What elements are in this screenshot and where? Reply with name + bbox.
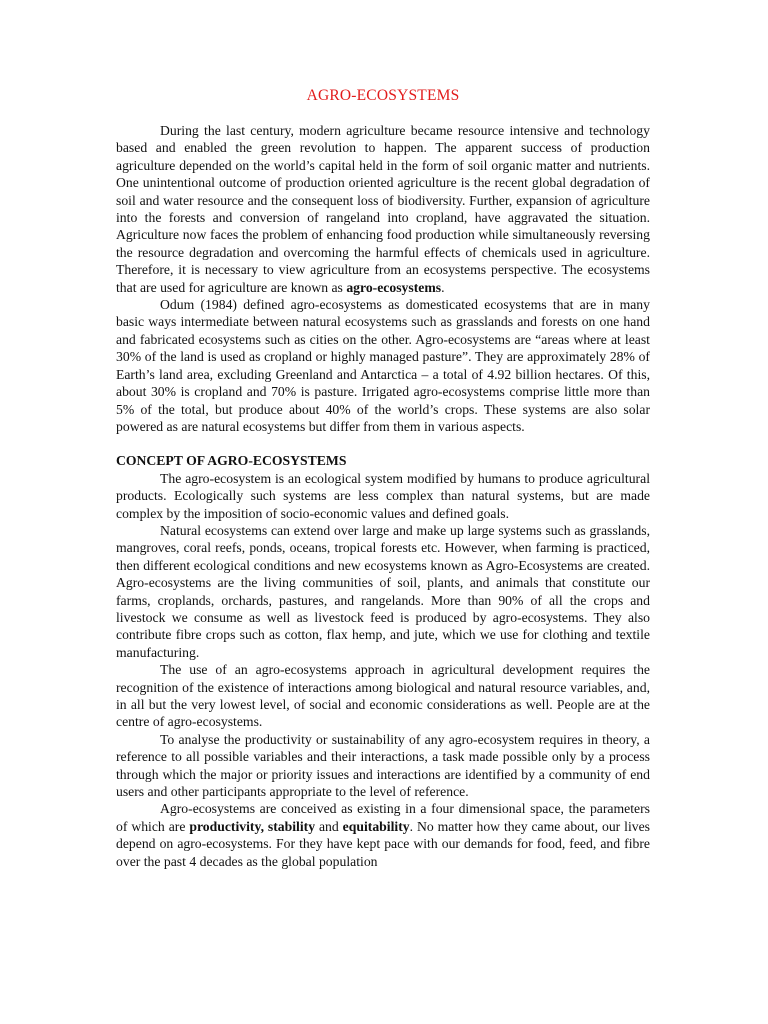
concept-paragraph-4: To analyse the productivity or sustainability of any agro-ecosystem requires in theory, a reference to all possible variables and their interactions, a task made possible only by a process through which the major or priority issues and interactions are identified by a community of end users and other participants appropriate to the level of reference. (116, 731, 650, 800)
concept-paragraph-5-mid: and (315, 818, 343, 834)
concept-paragraph-2: Natural ecosystems can extend over large and make up large systems such as grasslands, mangroves, coral reefs, ponds, oceans, tropical forests etc. However, when farming is practiced, then different ecological conditions and new ecosystems known as Agro-Ecosystems are created. Agro-ecosystems are the living communities of soil, plants, and animals that constitute our farms, croplands, orchards, pastures, and rangelands. More than 90% of all the crops and livestock we consume as well as livestock feed is produced by agro-ecosystems. They also contribute fibre crops such as cotton, flax hemp, and jute, which we use for clothing and textile manufacturing. (116, 522, 650, 660)
intro-paragraph-1 (116, 122, 650, 296)
concept-paragraph-5 (116, 800, 650, 870)
concept-paragraph-1: The agro-ecosystem is an ecological system modified by humans to produce agricultural products. Ecologically such systems are less complex than natural systems, but are made complex by the imposition of socio-economic values and defined goals. (116, 470, 650, 521)
agro-ecosystems-term: agro-ecosystems (346, 279, 442, 295)
intro-paragraph-1-text: During the last century, modern agriculture became resource intensive and technology based and enabled the green revolution to happen. The apparent success of production agriculture depended on the world’s capital held in the form of soil organic matter and nutrients. One unintentional outcome of production oriented agriculture is the recent global degradation of soil and water resource and the consequent loss of biodiversity. Further, expansion of agriculture into the forests and conversion of rangeland into cropland, have aggravated the situation. Agriculture now faces the problem of enhancing food production while simultaneously reversing the resource degradation and overcoming the harmful effects of chemicals used in agriculture. Therefore, it is necessary to view agriculture from an ecosystems perspective. The ecosystems that are used for agriculture are known as (116, 123, 650, 295)
concept-paragraph-5-start: Agro-ecosystems are conceived as existing in a four dimensional space, the parameters of which are (116, 801, 650, 834)
intro-paragraph-1-end: . (441, 279, 445, 295)
concept-paragraph-3: The use of an agro-ecosystems approach in agricultural development requires the recognition of the existence of interactions among biological and natural resource variables, and, in all but the very lowest level, of social and economic considerations as well. People are at the centre of agro-ecosystems. (116, 662, 650, 730)
document-title: AGRO-ECOSYSTEMS (306, 87, 460, 104)
concept-paragraph-5-end: . No matter how they came about, our lives depend on agro-ecosystems. For they have kept pace with our demands for food, feed, and fibre over the past 4 decades as the global population (116, 818, 651, 869)
section-heading-concept: CONCEPT OF AGRO-ECOSYSTEMS (116, 453, 347, 469)
productivity-stability-term: productivity, stability (189, 818, 316, 834)
intro-paragraph-2: Odum (1984) defined agro-ecosystems as domesticated ecosystems that are in many basic ways intermediate between natural ecosystems such as grasslands and forests on one hand and fabricated ecosystems such as cities on the other. Agro-ecosystems are “areas where at least 30% of the land is used as cropland or highly managed pasture”. They are approximately 28% of Earth’s land area, excluding Greenland and Antarctica – a total of 4.92 billion hectares. Of this, about 30% is cropland and 70% is pasture. Irrigated agro-ecosystems comprise little more than 5% of the total, but produce about 40% of the world’s crops. These systems are also solar powered as are natural ecosystems but differ from them in various aspects. (116, 297, 650, 434)
equitability-term: equitability (342, 818, 410, 834)
